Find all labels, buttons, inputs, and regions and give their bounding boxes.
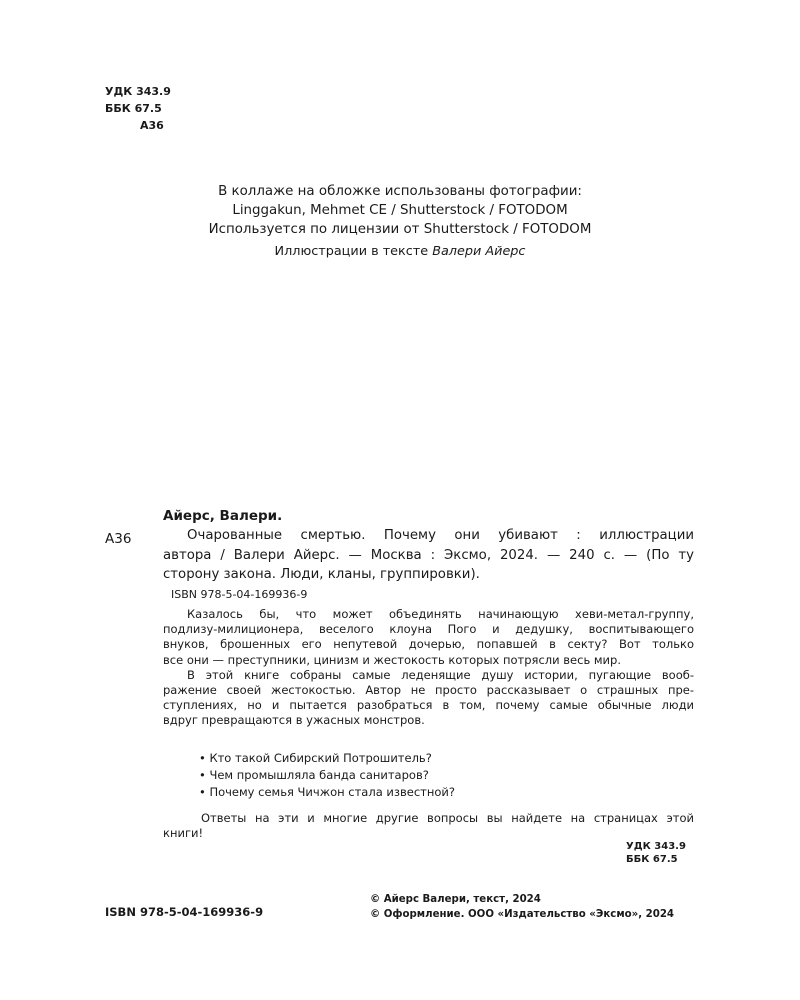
- bbk-code: ББК 67.5: [626, 854, 678, 865]
- copyright-line: © Айерс Валери, текст, 2024: [370, 894, 541, 905]
- answers-paragraph: [163, 811, 694, 841]
- biblio-line: автора / Валери Айерс. — Москва : Эксмо, 2024. — 240 с. — (По ту: [163, 547, 694, 563]
- udc-code: УДК 343.9: [626, 841, 686, 852]
- illustrations-prefix: Иллюстрации в тексте: [274, 244, 433, 259]
- author-mark: А36: [140, 119, 164, 132]
- credits-line: Linggakun, Mehmet CE / Shutterstock / FOTODOM: [232, 203, 568, 218]
- credits-line: В коллаже на обложке использованы фотографии:: [218, 184, 582, 199]
- udc-code: УДК 343.9: [105, 85, 171, 98]
- list-item: • Кто такой Сибирский Потрошитель?: [199, 751, 432, 765]
- list-item: • Почему семья Чичжон стала известной?: [199, 785, 455, 799]
- list-item: • Чем промышляла банда санитаров?: [199, 768, 429, 782]
- bbk-code: ББК 67.5: [105, 102, 162, 115]
- biblio-line: Очарованные смертью. Почему они убивают : иллюстрации: [187, 528, 694, 543]
- annotation: [163, 607, 694, 729]
- annotation-line: вдруг превращаются в ужасных монстров.: [163, 713, 425, 728]
- annotation-line: все они — преступники, цинизм и жестокость которых потрясли весь мир.: [163, 652, 621, 667]
- annotation-line: Казалось бы, что может объединять начинающую хеви-метал-группу,: [187, 607, 694, 621]
- biblio-line: сторону закона. Люди, кланы, группировки).: [163, 567, 480, 582]
- question-list: [199, 750, 455, 801]
- isbn-inline: ISBN 978-5-04-169936-9: [171, 588, 308, 601]
- top-classification-codes: [105, 83, 171, 134]
- annotation-line: В этой книге собраны самые леденящие душу истории, пугающие вооб-: [187, 667, 694, 682]
- isbn-bottom: ISBN 978-5-04-169936-9: [105, 905, 264, 919]
- answers-line: Ответы на эти и многие другие вопросы вы найдете на страницах этой: [201, 811, 694, 825]
- bottom-classification-codes: [626, 840, 686, 866]
- credits-line: Используется по лицензии от Shutterstock / FOTODOM: [208, 222, 592, 237]
- annotation-line: внуков, брошенных его непутевой дочерью, попавшей в секту? Вот только: [163, 637, 694, 652]
- illustrations-credit: [0, 244, 800, 259]
- annotation-line: ражение своей жестокостью. Автор не просто рассказывает о страшных пре-: [163, 683, 694, 698]
- photo-credits: [0, 182, 800, 239]
- answers-line: книги!: [163, 826, 204, 841]
- author-mark-left: А36: [105, 531, 132, 547]
- annotation-line: ступлениях, но и пытается разобраться в том, почему самые обычные люди: [163, 698, 694, 713]
- copyright-notice: [370, 892, 674, 922]
- illustrator-name: Валери Айерс: [432, 244, 526, 259]
- copyright-line: © Оформление. ООО «Издательство «Эксмо», 2024: [370, 909, 674, 920]
- bibliographic-description: [163, 526, 694, 585]
- annotation-line: подлизу-милиционера, веселого клоуна Пого и дедушку, воспитывающего: [163, 622, 694, 637]
- author-heading: Айерс, Валери.: [163, 508, 283, 524]
